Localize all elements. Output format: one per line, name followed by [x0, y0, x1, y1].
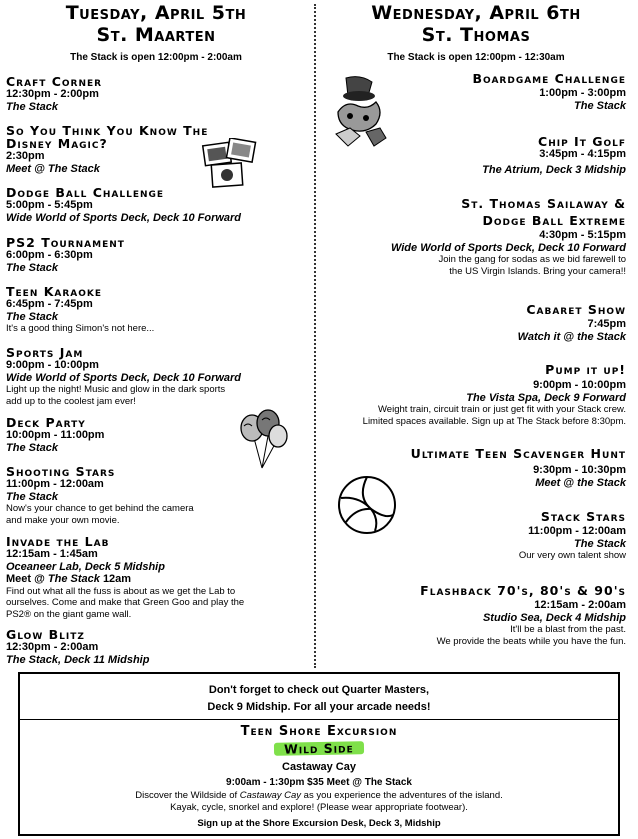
wednesday-date-heading: Wednesday, April 6th: [371, 2, 581, 24]
wednesday-port-heading: St. Thomas: [421, 24, 531, 46]
event-disney-trivia: So You Think You Know The Disney Magic? 2:30pm Meet @ The Stack: [6, 123, 209, 175]
excursion-description-2: Kayak, cycle, snorkel and explore! (Please wear appropriate footwear).: [170, 801, 468, 813]
lab-meet-line: Meet @ The Stack 12am: [6, 573, 132, 585]
column-divider: [314, 4, 316, 668]
event-sports-jam: Sports Jam 9:00pm - 10:00pm Wide World of Sports Deck, Deck 10 Forward Light up the night! Music and glow in the dark sports add up to the coolest jam ever!: [6, 345, 242, 407]
signup-instructions: Sign up at the Shore Excursion Desk, Deck 3, Midship: [197, 818, 441, 829]
event-deck-party: Deck Party 10:00pm - 11:00pm The Stack: [6, 415, 105, 454]
tuesday-date-heading: Tuesday, April 5th: [65, 2, 247, 24]
tuesday-port-heading: St. Maarten: [96, 24, 216, 46]
event-craft-corner: Craft Corner 12:30pm - 2:00pm The Stack: [6, 74, 103, 113]
event-flashback: Flashback 70's, 80's & 90's 12:15am - 2:00am Studio Sea, Deck 4 Midship It'll be a blast from the past. We provide the beats while you have the fun.: [420, 583, 626, 647]
event-chip-it-golf: Chip It Golf 3:45pm - 4:15pm The Atrium, Deck 3 Midship: [482, 134, 626, 176]
tuesday-column: [0, 0, 312, 666]
excursion-description: Discover the Wildside of Castaway Cay as you experience the adventures of the island.: [135, 790, 503, 801]
quarter-masters-line-2: Deck 9 Midship. For all your arcade needs!: [207, 701, 431, 713]
event-cabaret-show: Cabaret Show 7:45pm Watch it @ the Stack: [517, 302, 626, 343]
event-invade-the-lab: Invade the Lab 12:15am - 1:45am Oceaneer Lab, Deck 5 Midship Meet @ The Stack 12am Find out what all the fuss is about as we get the Lab to ourselves. Come and make that Green Goo and play the PS2® on the giant game wall.: [6, 535, 306, 620]
excursion-details: 9:00am - 1:30pm $35 Meet @ The Stack: [226, 777, 412, 788]
event-dodge-ball: Dodge Ball Challenge 5:00pm - 5:45pm Wide World of Sports Deck, Deck 10 Forward: [6, 185, 242, 224]
photos-clipart-icon: [200, 138, 260, 190]
event-scavenger-hunt: Ultimate Teen Scavenger Hunt 9:30pm - 10:30pm Meet @ the Stack: [410, 446, 626, 489]
event-boardgame-challenge: Boardgame Challenge 1:00pm - 3:00pm The Stack: [472, 71, 626, 112]
wednesday-open-hours: The Stack is open 12:00pm - 12:30am: [387, 52, 565, 63]
quarter-masters-line-1: Don't forget to check out Quarter Masters,: [208, 684, 430, 696]
wednesday-column: [320, 0, 632, 647]
event-teen-karaoke: Teen Karaoke 6:45pm - 7:45pm The Stack It's a good thing Simon's not here...: [6, 284, 155, 334]
tuesday-open-hours: The Stack is open 12:00pm - 2:00am: [70, 52, 242, 63]
excursion-location: Castaway Cay: [282, 761, 356, 773]
volleyball-icon: [336, 474, 398, 536]
event-ps2-tournament: PS2 Tournament 6:00pm - 6:30pm The Stack: [6, 235, 125, 274]
event-shooting-stars: Shooting Stars 11:00pm - 12:00am The Stack Now's your chance to get behind the camera and make your own movie.: [6, 464, 194, 526]
event-stack-stars: Stack Stars 11:00pm - 12:00am The Stack Our very own talent show: [518, 509, 626, 561]
excursion-heading: Teen Shore Excursion: [240, 724, 398, 739]
event-sailaway-dodge-ball: St. Thomas Sailaway & Dodge Ball Extreme 4:30pm - 5:15pm Wide World of Sports Deck, Deck 10 Forward Join the gang for sodas as we bid farewell to the US Virgin Islands. Bring your camera!!: [390, 196, 626, 277]
board-game-pieces-icon: [326, 72, 396, 150]
footer-box: [18, 672, 620, 836]
event-glow-blitz: Glow Blitz 12:30pm - 2:00am The Stack, Deck 11 Midship: [6, 627, 150, 666]
excursion-name: Wild Side: [274, 741, 364, 756]
balloons-icon: [232, 408, 290, 470]
event-pump-it-up: Pump it up! 9:00pm - 10:00pm The Vista Spa, Deck 9 Forward Weight train, circuit train or just get fit with your Stack crew. Limited spaces available. Sign up at The Stack before 8:30pm.: [362, 362, 626, 427]
